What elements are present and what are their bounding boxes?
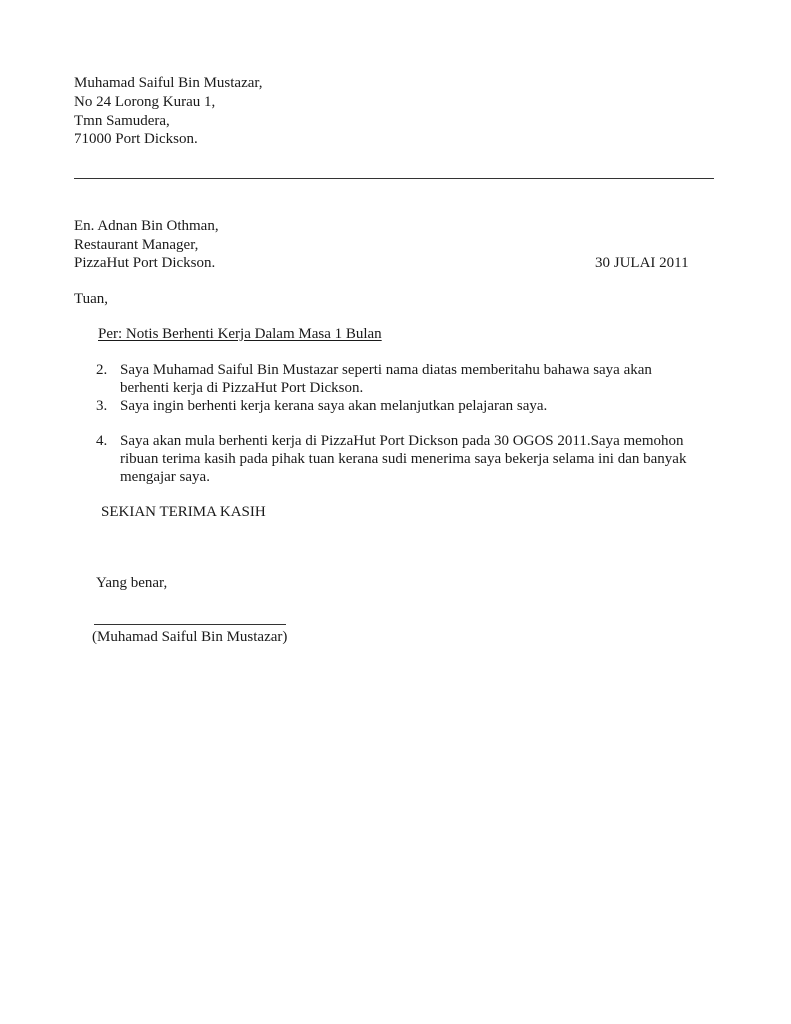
signature-name: (Muhamad Saiful Bin Mustazar) bbox=[92, 629, 288, 645]
sender-address-line3: 71000 Port Dickson. bbox=[74, 131, 198, 147]
point-text-line: berhenti kerja di PizzaHut Port Dickson. bbox=[120, 380, 364, 396]
sender-address-line2: Tmn Samudera, bbox=[74, 113, 170, 129]
sender-name: Muhamad Saiful Bin Mustazar, bbox=[74, 75, 263, 91]
point-number: 4. bbox=[96, 433, 108, 449]
recipient-title: Restaurant Manager, bbox=[74, 237, 199, 253]
point-text-line: Saya ingin berhenti kerja kerana saya akan melanjutkan pelajaran saya. bbox=[120, 398, 548, 414]
point-number: 2. bbox=[96, 362, 108, 378]
point-text-line: mengajar saya. bbox=[120, 469, 210, 485]
recipient-name: En. Adnan Bin Othman, bbox=[74, 218, 219, 234]
header-divider bbox=[74, 178, 714, 179]
signature-line bbox=[94, 624, 286, 625]
letter-date: 30 JULAI 2011 bbox=[595, 255, 689, 271]
sign-off: Yang benar, bbox=[96, 575, 168, 591]
point-number: 3. bbox=[96, 398, 108, 414]
point-text-line: ribuan terima kasih pada pihak tuan kerana sudi menerima saya bekerja selama ini dan banyak bbox=[120, 451, 687, 467]
salutation: Tuan, bbox=[74, 291, 109, 307]
subject-line: Per: Notis Berhenti Kerja Dalam Masa 1 Bulan bbox=[98, 326, 382, 342]
recipient-place: PizzaHut Port Dickson. bbox=[74, 255, 216, 271]
sender-address-line1: No 24 Lorong Kurau 1, bbox=[74, 94, 216, 110]
point-text-line: Saya Muhamad Saiful Bin Mustazar seperti nama diatas memberitahu bahawa saya akan bbox=[120, 362, 652, 378]
point-text-line: Saya akan mula berhenti kerja di PizzaHut Port Dickson pada 30 OGOS 2011.Saya memohon bbox=[120, 433, 684, 449]
closing-remark: SEKIAN TERIMA KASIH bbox=[101, 504, 266, 520]
